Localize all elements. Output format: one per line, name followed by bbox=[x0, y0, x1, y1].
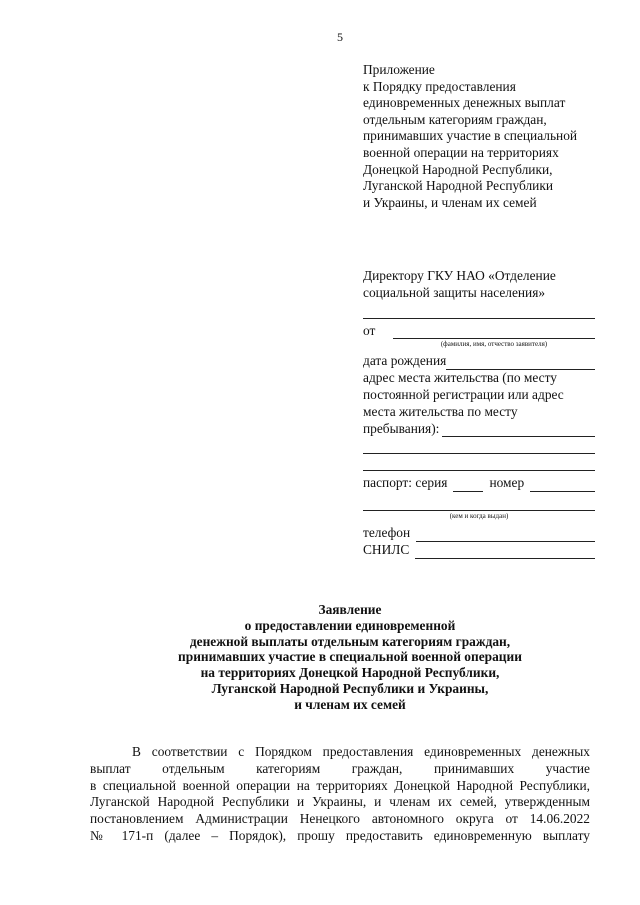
body-line: постановлением Администрации Ненецкого автономного округа от 14.06.2022 bbox=[90, 811, 590, 827]
page-number: 5 bbox=[337, 30, 343, 44]
appendix-line: и Украины, и членам их семей bbox=[363, 194, 537, 210]
recipient-blank-line[interactable] bbox=[363, 304, 595, 319]
title-line: и членам их семей bbox=[294, 696, 406, 712]
applicant-name-caption: (фамилия, имя, отчество заявителя) bbox=[440, 340, 548, 349]
recipient-line: Директору ГКУ НАО «Отделение bbox=[363, 268, 556, 283]
body-line: выплат отдельным категориям граждан, принимавших участие bbox=[90, 760, 590, 776]
body-line: Луганской Народной Республики и Украины, и членам их семей, утвержденным bbox=[90, 794, 590, 810]
passport-number-label: номер bbox=[489, 475, 525, 491]
appendix-line: Приложение bbox=[363, 62, 435, 77]
passport-series-field[interactable] bbox=[453, 479, 483, 492]
recipient-line: социальной защиты населения» bbox=[363, 284, 546, 300]
appendix-line: военной операции на территориях bbox=[363, 144, 559, 160]
birth-date-field[interactable] bbox=[446, 357, 595, 370]
passport-issued-caption: (кем и когда выдан) bbox=[449, 512, 509, 521]
from-label: от bbox=[363, 322, 376, 338]
title-line: денежной выплаты отдельным категориям граждан, bbox=[189, 633, 511, 649]
title-line: на территориях Донецкой Народной Республики, bbox=[200, 665, 500, 681]
phone-field[interactable] bbox=[416, 529, 595, 542]
addressee-block bbox=[363, 268, 595, 559]
applicant-name-field[interactable] bbox=[393, 326, 595, 339]
passport-number-field[interactable] bbox=[530, 479, 595, 492]
address-blank-line[interactable] bbox=[363, 439, 595, 454]
title-line: Луганской Народной Республики и Украины, bbox=[211, 680, 489, 696]
body-line: в специальной военной операции на территориях Донецкой Народной Республики, bbox=[90, 777, 590, 793]
address-line: места жительства по месту bbox=[363, 403, 518, 419]
address-field[interactable] bbox=[442, 424, 595, 437]
appendix-line: Донецкой Народной Республики, bbox=[363, 161, 553, 177]
statement-body bbox=[90, 744, 590, 845]
snils-label: СНИЛС bbox=[363, 541, 410, 557]
appendix-line: отдельным категориям граждан, bbox=[363, 111, 547, 127]
title-line: Заявление bbox=[318, 602, 382, 617]
stay-label: пребывания): bbox=[363, 420, 440, 436]
phone-label: телефон bbox=[363, 525, 411, 541]
appendix-line: Луганской Народной Республики bbox=[363, 178, 554, 194]
body-line: № 171-п (далее – Порядок), прошу предоставить единовременную выплату bbox=[90, 827, 590, 843]
passport-series-label: паспорт: серия bbox=[363, 475, 448, 491]
address-line: постоянной регистрации или адрес bbox=[363, 386, 564, 402]
body-line: В соответствии с Порядком предоставления единовременных денежных bbox=[132, 744, 590, 759]
title-line: о предоставлении единовременной bbox=[244, 617, 456, 633]
address-line: адрес места жительства (по месту bbox=[363, 370, 557, 386]
appendix-line: единовременных денежных выплат bbox=[363, 95, 566, 111]
birth-date-label: дата рождения bbox=[363, 353, 447, 369]
snils-field[interactable] bbox=[415, 546, 595, 559]
appendix-line: принимавших участие в специальной bbox=[363, 128, 578, 144]
appendix-header bbox=[363, 62, 613, 211]
title-line: принимавших участие в специальной военной операции bbox=[178, 649, 522, 665]
address-blank-line[interactable] bbox=[363, 456, 595, 471]
passport-issued-field[interactable] bbox=[363, 496, 595, 511]
appendix-line: к Порядку предоставления bbox=[363, 78, 516, 94]
statement-title bbox=[60, 602, 640, 713]
